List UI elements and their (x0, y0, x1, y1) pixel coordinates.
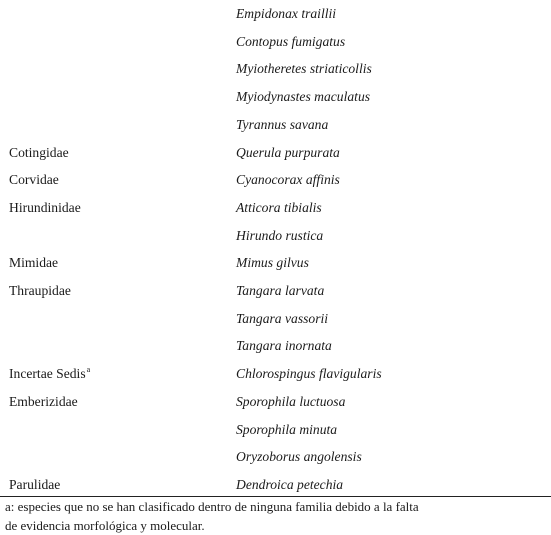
table-row (0, 139, 551, 167)
family-name: Cotingidae (9, 144, 69, 160)
table-row (0, 55, 551, 83)
table-row (0, 194, 551, 222)
family-cell (9, 388, 78, 416)
table-row (0, 83, 551, 111)
species-cell: Chlorospingus flavigularis (236, 366, 382, 382)
species-cell: Hirundo rustica (236, 227, 324, 243)
family-cell (9, 360, 90, 388)
family-cell (9, 471, 60, 499)
table-row (0, 166, 551, 194)
table-row (0, 443, 551, 471)
family-name: Thraupidae (9, 283, 71, 298)
species-cell: Sporophila minuta (236, 421, 338, 437)
family-name: Corvidae (9, 172, 59, 188)
species-cell: Mimus gilvus (236, 255, 309, 271)
table-row (0, 0, 551, 28)
table-row (0, 471, 551, 499)
family-name: Mimidae (9, 255, 59, 271)
species-cell: Querula purpurata (236, 144, 340, 160)
table-row (0, 360, 551, 388)
table-row (0, 416, 551, 444)
footnote-line-2: de evidencia morfológica y molecular. (5, 518, 205, 533)
table-row (0, 332, 551, 360)
table-row (0, 277, 551, 305)
family-cell (9, 277, 71, 305)
family-name: Hirundinidae (9, 199, 81, 215)
family-cell (9, 249, 58, 277)
family-name: Parulidae (9, 476, 61, 492)
family-cell (9, 194, 81, 222)
table-row (0, 388, 551, 416)
species-cell: Myiotheretes striaticollis (236, 61, 372, 77)
family-cell (9, 139, 69, 167)
table-row (0, 111, 551, 139)
table-footnote (5, 497, 525, 535)
species-cell: Tangara vassorii (236, 310, 329, 326)
species-cell: Tyrannus savana (236, 116, 329, 132)
species-cell: Tangara larvata (236, 283, 325, 298)
species-cell: Myiodynastes maculatus (236, 89, 371, 105)
footnote-marker: a (86, 364, 91, 374)
family-name: Incertae Sedis (9, 366, 86, 382)
species-cell: Cyanocorax affinis (236, 172, 340, 188)
species-cell: Atticora tibialis (236, 199, 322, 215)
table-row (0, 249, 551, 277)
table-row (0, 305, 551, 333)
species-cell: Contopus fumigatus (236, 33, 346, 49)
species-cell: Dendroica petechia (236, 476, 344, 492)
family-cell (9, 166, 59, 194)
species-cell: Sporophila luctuosa (236, 393, 346, 409)
family-name: Emberizidae (9, 393, 78, 409)
table-row (0, 222, 551, 250)
species-cell: Empidonax traillii (236, 6, 337, 21)
species-cell: Oryzoborus angolensis (236, 449, 362, 465)
species-cell: Tangara inornata (236, 338, 332, 354)
table-row (0, 28, 551, 56)
footnote-line-1: a: especies que no se han clasificado dentro de ninguna familia debido a la falta (5, 499, 419, 514)
